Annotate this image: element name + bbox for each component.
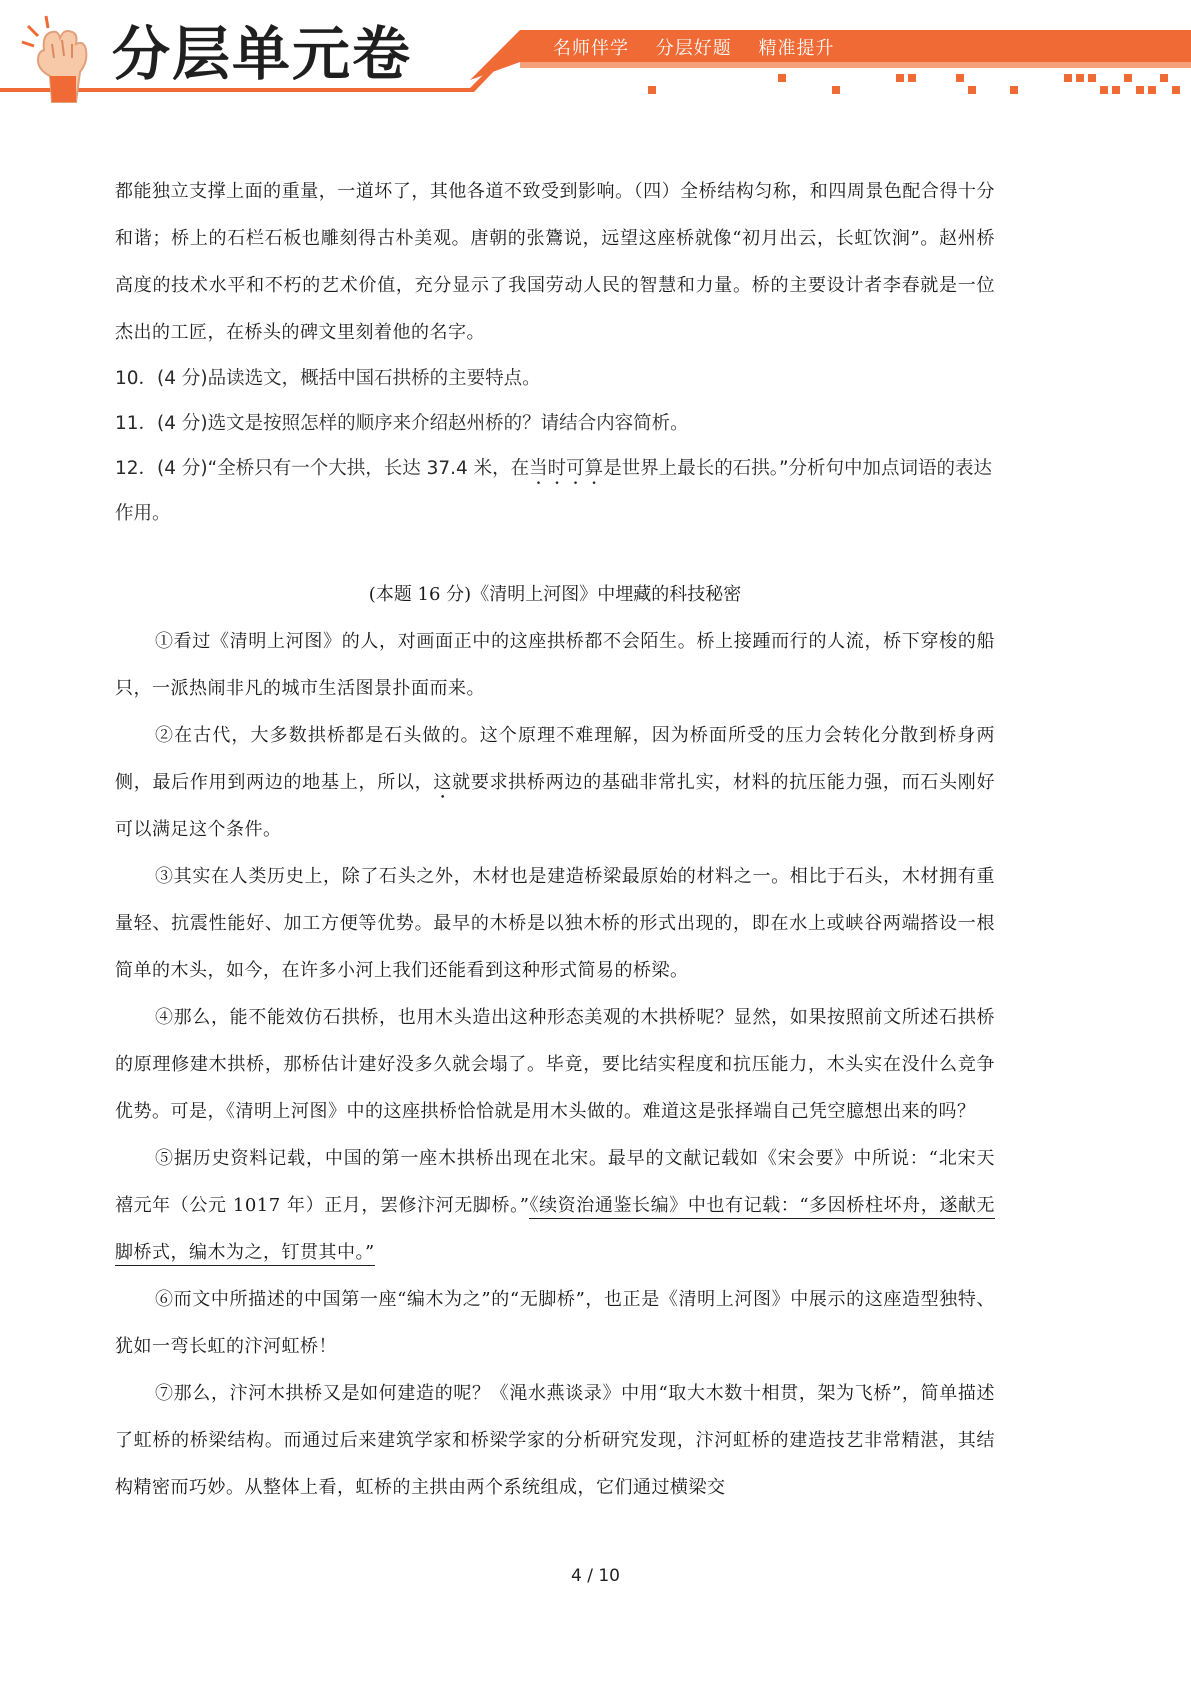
slogan-item: 精准提升 bbox=[758, 38, 835, 59]
section-paragraph-6: ⑥而文中所描述的中国第一座“编木为之”的“无脚桥”，也正是《清明上河图》中展示的这座造型独特、犹如一弯长虹的汴河虹桥！ bbox=[115, 1289, 995, 1357]
slogan-item: 名师伴学 bbox=[553, 38, 629, 59]
document-body bbox=[115, 168, 995, 1511]
section-title: (本题 16 分)《清明上河图》中埋藏的科技秘密 bbox=[368, 584, 742, 605]
page-number: 4 / 10 bbox=[571, 1566, 620, 1586]
fist-logo-icon bbox=[14, 14, 106, 106]
emphasized-words: 当时可算 bbox=[529, 458, 604, 479]
emphasized-word: 这 bbox=[433, 772, 453, 793]
section-paragraph-5 bbox=[115, 1135, 995, 1276]
question-11: 11．(4 分)选文是按照怎样的顺序来介绍赵州桥的？请结合内容简析。 bbox=[115, 413, 689, 434]
question-12 bbox=[115, 446, 995, 536]
paragraph-2-text-cont: 就要求拱桥两边的基础非常扎实，材料的抗压能力强，而石头刚好可以满足这个条件。 bbox=[115, 772, 996, 840]
paragraph-2-text: ②在古代，大多数拱桥都是石头做的。这个原理不难理解，因为桥面所受的压力会转化分散到桥身两侧，最后作用到两边的地基上，所以， bbox=[115, 725, 995, 793]
passage-paragraph: 都能独立支撑上面的重量，一道坏了，其他各道不致受到影响。（四）全桥结构匀称，和四周景色配合得十分和谐；桥上的石栏石板也雕刻得古朴美观。唐朝的张鷟说，远望这座桥就像“初月出云，长虹饮涧”。赵州桥高度的技术水平和不朽的艺术价值，充分显示了我国劳动人民的智慧和力量。桥的主要设计者李春就是一位杰出的工匠，在桥头的碑文里刻着他的名字。 bbox=[115, 181, 995, 343]
section-paragraph-1: ①看过《清明上河图》的人，对画面正中的这座拱桥都不会陌生。桥上接踵而行的人流，桥下穿梭的船只，一派热闹非凡的城市生活图景扑面而来。 bbox=[115, 631, 995, 699]
question-12-text-cont: 是世界上最长的石拱。”分析句中加点词语的表达作用。 bbox=[115, 458, 993, 524]
page-header bbox=[0, 0, 1191, 105]
header-slogan bbox=[553, 34, 854, 60]
slogan-item: 分层好题 bbox=[655, 38, 732, 59]
section-paragraph-2 bbox=[115, 712, 995, 853]
question-12-text: 12．(4 分)“全桥只有一个大拱，长达 37.4 米，在 bbox=[115, 458, 530, 479]
section-paragraph-7: ⑦那么，汴河木拱桥又是如何建造的呢？《渑水燕谈录》中用“取大木数十相贯，架为飞桥”，简单描述了虹桥的桥梁结构。而通过后来建筑学家和桥梁学家的分析研究发现，汴河虹桥的建造技艺非常精湛，其结构精密而巧妙。从整体上看，虹桥的主拱由两个系统组成，它们通过横梁交 bbox=[115, 1383, 995, 1498]
paragraph-5-text: ⑤据历史资料记载，中国的第一座木拱桥出现在北宋。最早的文献记载如《宋会要》中所说：“北宋天禧元年（公元 1017 年）正月，罢修汴河无脚桥。” bbox=[115, 1148, 995, 1216]
section-paragraph-3: ③其实在人类历史上，除了石头之外，木材也是建造桥梁最原始的材料之一。相比于石头，木材拥有重量轻、抗震性能好、加工方便等优势。最早的木桥是以独木桥的形式出现的，即在水上或峡谷两端搭设一根简单的木头，如今，在许多小河上我们还能看到这种形式简易的桥梁。 bbox=[115, 866, 995, 981]
underlined-quote: 《续资治通鉴长编》中也有记载：“多因桥柱坏舟，遂献无脚桥式，编木为之，钉贯其中。” bbox=[115, 1195, 995, 1266]
brand-title: 分层单元卷 bbox=[112, 20, 413, 88]
section-paragraph-4: ④那么，能不能效仿石拱桥，也用木头造出这种形态美观的木拱桥呢？显然，如果按照前文所述石拱桥的原理修建木拱桥，那桥估计建好没多久就会塌了。毕竟，要比结实程度和抗压能力，木头实在没什么竞争优势。可是，《清明上河图》中的这座拱桥恰恰就是用木头做的。难道这是张择端自己凭空臆想出来的吗？ bbox=[115, 1007, 995, 1122]
question-10: 10．(4 分)品读选文，概括中国石拱桥的主要特点。 bbox=[115, 368, 541, 389]
